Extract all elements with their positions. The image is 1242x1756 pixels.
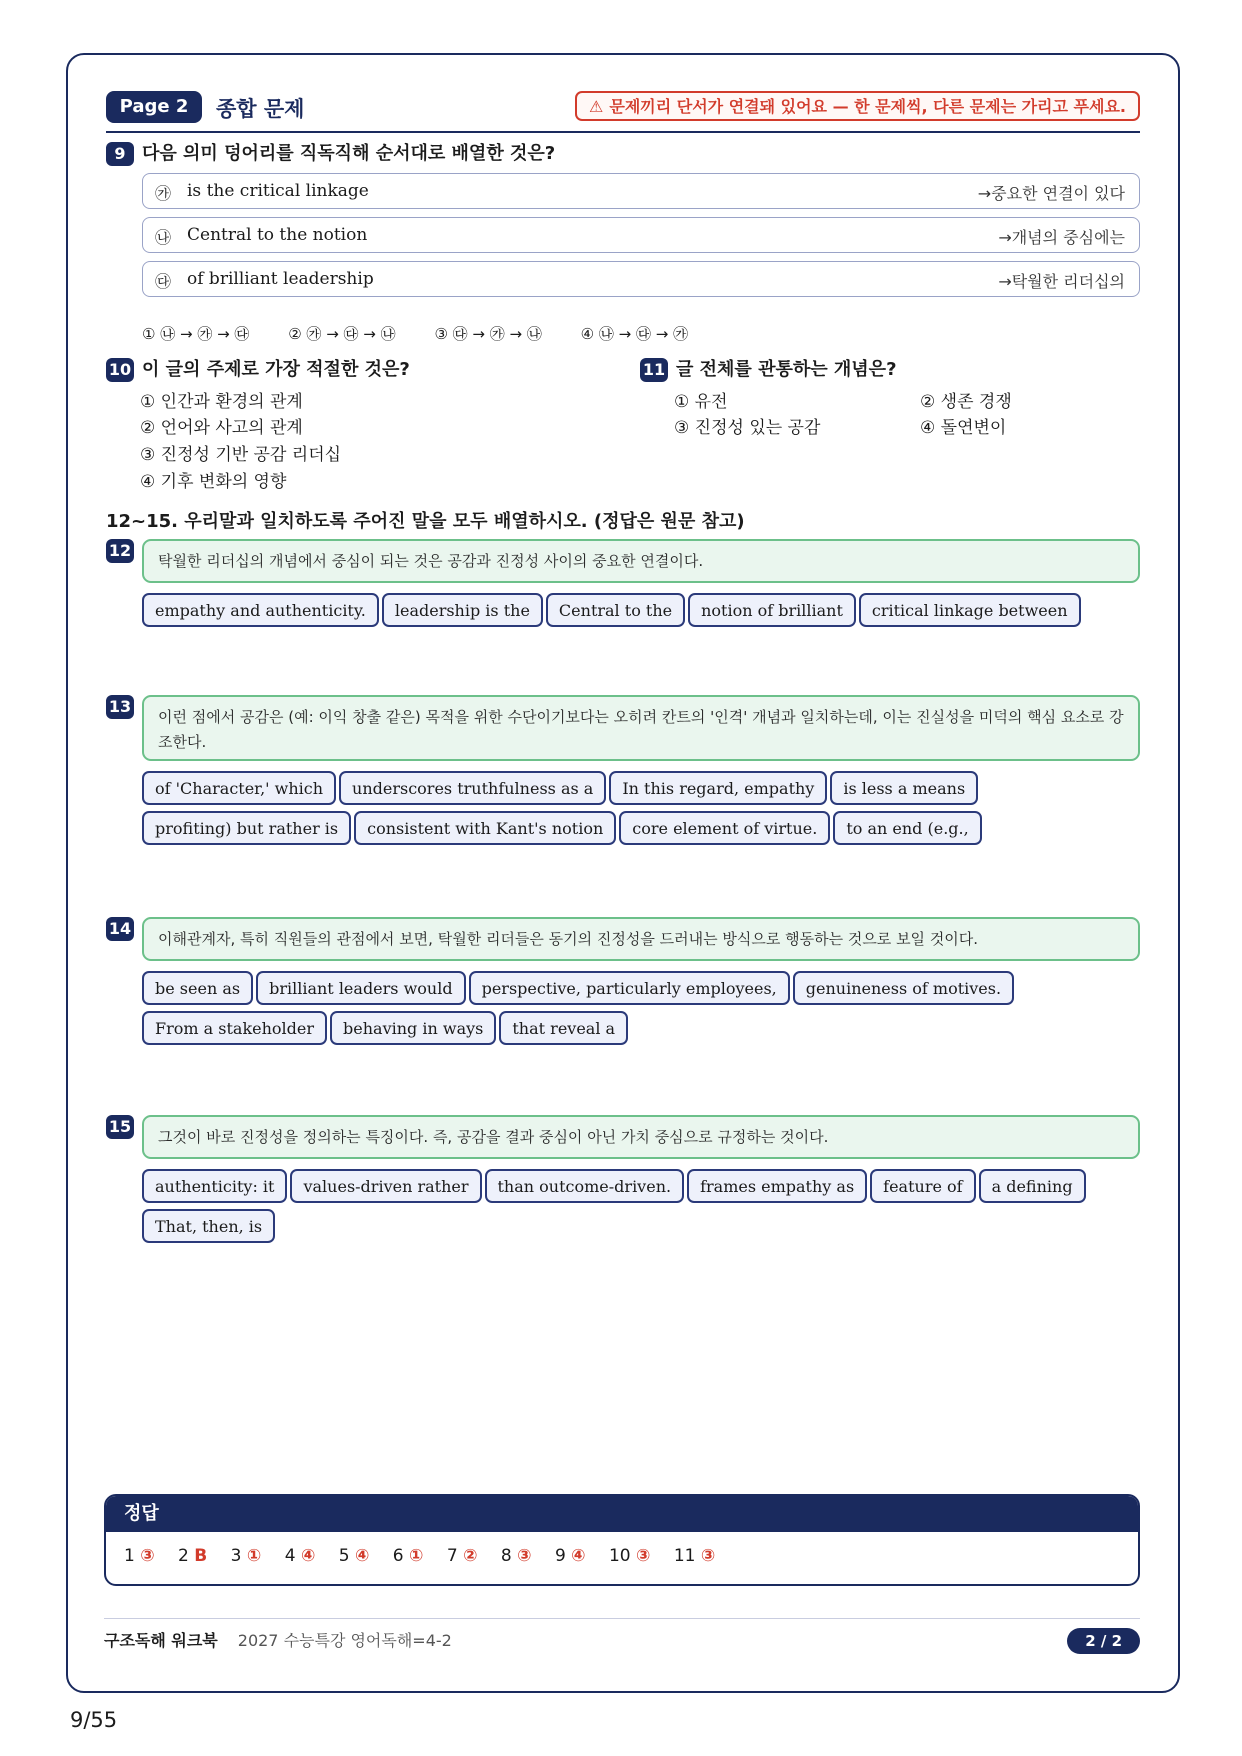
- word-tile[interactable]: From a stakeholder: [142, 1011, 327, 1045]
- option-3[interactable]: ③ ㉰ → ㉮ → ㉯: [434, 325, 542, 343]
- answer-value: ④: [354, 1546, 370, 1566]
- answer-number: 11: [673, 1546, 696, 1566]
- answer-value: ③: [636, 1546, 651, 1566]
- word-tile[interactable]: authenticity: it: [142, 1169, 287, 1203]
- footer-subtitle: 2027 수능특강 영어독해=4-2: [237, 1631, 452, 1650]
- word-tile[interactable]: to an end (e.g.,: [833, 811, 981, 845]
- q10-option-4[interactable]: ④ 기후 변화의 영향: [140, 472, 287, 492]
- question-14-number: 14: [106, 917, 134, 941]
- page-content: [106, 91, 1140, 1236]
- word-tile[interactable]: feature of: [870, 1169, 975, 1203]
- answer-item: [447, 1546, 478, 1566]
- word-tile[interactable]: That, then, is: [142, 1209, 275, 1243]
- q11-option-2[interactable]: ② 생존 경쟁: [920, 392, 1012, 412]
- question-text: 이 글의 주제로 가장 적절한 것은?: [142, 359, 410, 380]
- page-header: [106, 91, 1140, 133]
- answer-item: [501, 1546, 532, 1566]
- word-tile[interactable]: that reveal a: [499, 1011, 628, 1045]
- q11-option-3[interactable]: ③ 진정성 있는 공감: [674, 418, 821, 438]
- answer-key: [104, 1494, 1140, 1586]
- answer-item: [393, 1546, 424, 1566]
- word-tile[interactable]: consistent with Kant's notion: [354, 811, 616, 845]
- answer-item: [609, 1546, 650, 1566]
- word-tile[interactable]: Central to the: [546, 593, 685, 627]
- question-11-heading: [640, 355, 897, 382]
- answer-number: 7: [446, 1546, 458, 1566]
- answer-value: ④: [571, 1546, 586, 1566]
- q15-korean-box: 그것이 바로 진정성을 정의하는 특징이다. 즉, 공감을 결과 중심이 아닌 가치 중심으로 규정하는 것이다.: [142, 1115, 1140, 1159]
- arrange-section-title: 12~15. 우리말과 일치하도록 주어진 말을 모두 배열하시오. (정답은 원문 참고): [106, 511, 745, 532]
- question-number: 11: [640, 358, 668, 382]
- q11-option-1[interactable]: ① 유전: [674, 392, 728, 412]
- q14-word-tiles: [142, 971, 1140, 1051]
- word-tile[interactable]: profiting) but rather is: [142, 811, 351, 845]
- word-tile[interactable]: perspective, particularly employees,: [469, 971, 790, 1005]
- q12-word-tiles: [142, 593, 1140, 633]
- answer-item: [339, 1546, 370, 1566]
- answer-value: B: [194, 1546, 208, 1566]
- word-tile[interactable]: In this regard, empathy: [609, 771, 827, 805]
- footer-info: [104, 1628, 452, 1651]
- q12-korean-box: 탁월한 리더십의 개념에서 중심이 되는 것은 공감과 진정성 사이의 중요한 연결이다.: [142, 539, 1140, 583]
- q13-word-tiles: [142, 771, 1140, 851]
- answer-number: 2: [178, 1546, 189, 1566]
- q13-korean-box: 이런 점에서 공감은 (예: 이익 창출 같은) 목적을 위한 수단이기보다는 오히려 칸트의 '인격' 개념과 일치하는데, 이는 진실성을 미덕의 핵심 요소로 강조한다.: [142, 695, 1140, 761]
- warning-banner: [575, 91, 1140, 121]
- chunk-key: ㉰: [155, 272, 172, 291]
- word-tile[interactable]: leadership is the: [382, 593, 543, 627]
- answer-number: 10: [608, 1546, 631, 1566]
- answer-item: [555, 1546, 586, 1566]
- q15-word-tiles: [142, 1169, 1140, 1249]
- answer-number: 6: [392, 1546, 404, 1566]
- answer-list: [106, 1532, 1138, 1580]
- chunk-english: Central to the notion: [187, 225, 368, 245]
- answer-key-title: 정답: [106, 1496, 1138, 1532]
- chunk-na: [142, 217, 1140, 253]
- word-tile[interactable]: genuineness of motives.: [793, 971, 1014, 1005]
- chunk-korean: →개념의 중심에는: [998, 228, 1125, 247]
- chunk-da: [142, 261, 1140, 297]
- answer-value: ①: [246, 1546, 262, 1566]
- answer-number: 5: [338, 1546, 350, 1566]
- word-tile[interactable]: underscores truthfulness as a: [339, 771, 606, 805]
- chunk-key: ㉯: [155, 228, 172, 247]
- answer-value: ①: [409, 1546, 424, 1566]
- question-number: 10: [106, 358, 134, 382]
- word-tile[interactable]: brilliant leaders would: [256, 971, 466, 1005]
- q14-korean-box: 이해관계자, 특히 직원들의 관점에서 보면, 탁월한 리더들은 동기의 진정성을 드러내는 방식으로 행동하는 것으로 보일 것이다.: [142, 917, 1140, 961]
- chunk-key: ㉮: [155, 184, 172, 203]
- document-page-number: 9/55: [70, 1708, 118, 1732]
- worksheet-page: [66, 53, 1180, 1693]
- option-4[interactable]: ④ ㉯ → ㉰ → ㉮: [580, 325, 689, 343]
- answer-number: 9: [554, 1546, 566, 1566]
- page-badge: Page 2: [106, 91, 202, 123]
- question-15-number: 15: [106, 1115, 134, 1139]
- word-tile[interactable]: behaving in ways: [330, 1011, 496, 1045]
- footer-title: 구조독해 워크북: [104, 1631, 218, 1650]
- word-tile[interactable]: is less a means: [830, 771, 978, 805]
- question-9-options: [142, 323, 722, 344]
- chunk-korean: →중요한 연결이 있다: [977, 184, 1125, 203]
- chunk-english: of brilliant leadership: [187, 269, 374, 289]
- question-text: 글 전체를 관통하는 개념은?: [676, 359, 897, 380]
- chunk-ga: [142, 173, 1140, 209]
- answer-number: 8: [500, 1546, 512, 1566]
- question-number: 9: [106, 142, 134, 166]
- answer-value: ②: [463, 1546, 478, 1566]
- word-tile[interactable]: values-driven rather: [290, 1169, 481, 1203]
- answer-number: 3: [230, 1546, 242, 1566]
- word-tile[interactable]: a defining: [979, 1169, 1086, 1203]
- word-tile[interactable]: than outcome-driven.: [485, 1169, 685, 1203]
- footer-divider: [104, 1618, 1140, 1619]
- q10-option-3[interactable]: ③ 진정성 기반 공감 리더십: [140, 445, 342, 465]
- option-2[interactable]: ② ㉮ → ㉰ → ㉯: [288, 325, 396, 343]
- word-tile[interactable]: critical linkage between: [859, 593, 1081, 627]
- answer-item: [285, 1546, 316, 1566]
- answer-number: 1: [124, 1546, 135, 1566]
- answer-value: ③: [700, 1546, 716, 1566]
- question-12-number: 12: [106, 539, 134, 563]
- word-tile[interactable]: of 'Character,' which: [142, 771, 336, 805]
- q10-option-1[interactable]: ① 인간과 환경의 관계: [140, 392, 303, 412]
- answer-value: ③: [517, 1546, 532, 1566]
- answer-item: [231, 1546, 262, 1566]
- answer-value: ③: [140, 1546, 155, 1566]
- footer-page-badge: 2 / 2: [1067, 1628, 1140, 1654]
- answer-number: 4: [284, 1546, 296, 1566]
- word-tile[interactable]: empathy and authenticity.: [142, 593, 379, 627]
- question-9-heading: [106, 139, 555, 166]
- answer-value: ④: [300, 1546, 316, 1566]
- option-1[interactable]: ① ㉯ → ㉮ → ㉰: [142, 325, 250, 343]
- word-tile[interactable]: frames empathy as: [687, 1169, 867, 1203]
- question-10-heading: [106, 355, 410, 382]
- warning-icon: ⚠: [589, 97, 604, 116]
- answer-item: [124, 1546, 155, 1566]
- section-title: 종합 문제: [216, 97, 305, 121]
- word-tile[interactable]: core element of virtue.: [619, 811, 830, 845]
- word-tile[interactable]: be seen as: [142, 971, 253, 1005]
- answer-item: [674, 1546, 715, 1566]
- warning-text: 문제끼리 단서가 연결돼 있어요 — 한 문제씩, 다른 문제는 가리고 푸세요.: [609, 97, 1126, 116]
- question-text: 다음 의미 덩어리를 직독직해 순서대로 배열한 것은?: [142, 143, 556, 164]
- chunk-english: is the critical linkage: [187, 181, 369, 201]
- answer-item: [178, 1546, 207, 1566]
- q10-option-2[interactable]: ② 언어와 사고의 관계: [140, 418, 303, 438]
- question-13-number: 13: [106, 695, 134, 719]
- word-tile[interactable]: notion of brilliant: [688, 593, 856, 627]
- chunk-korean: →탁월한 리더십의: [998, 272, 1125, 291]
- q11-option-4[interactable]: ④ 돌연변이: [920, 418, 1007, 438]
